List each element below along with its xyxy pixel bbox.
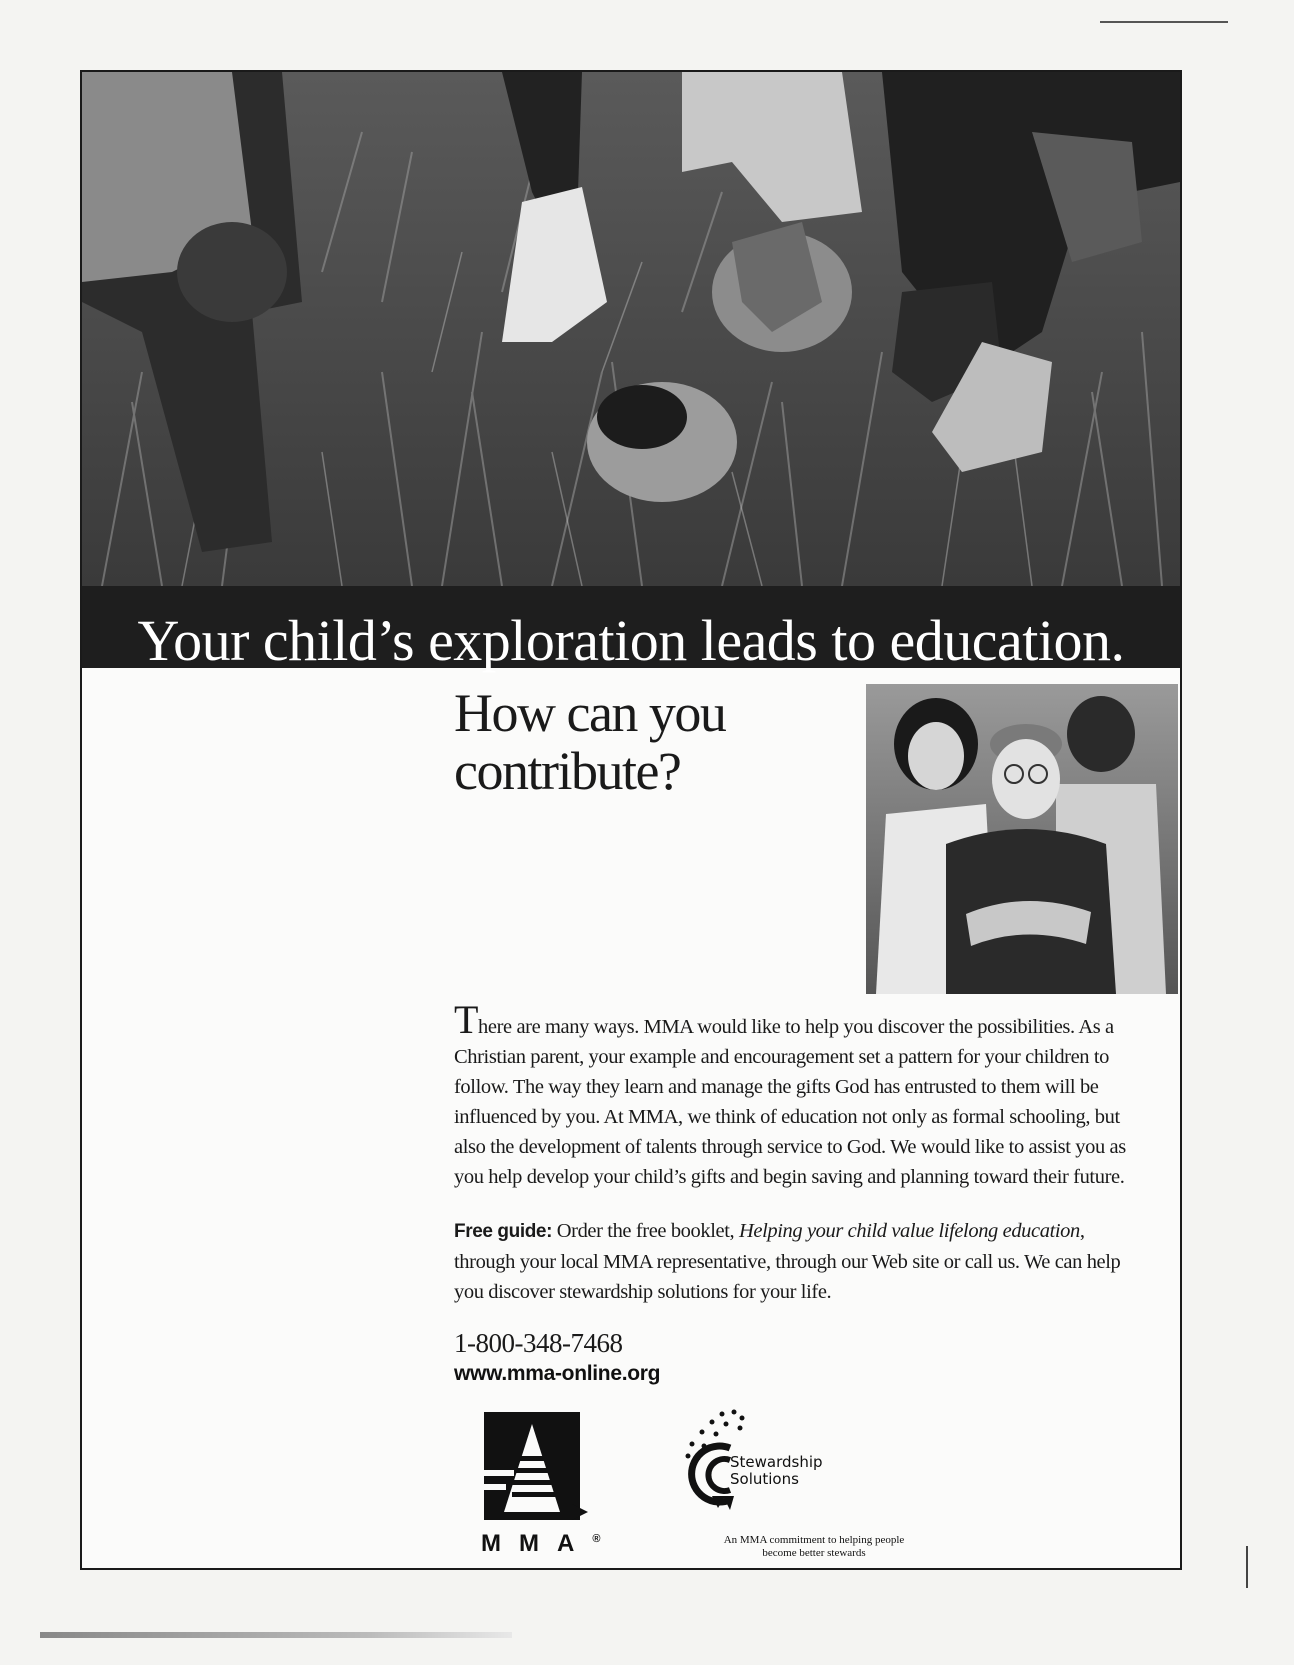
free-guide-label: Free guide: [454, 1221, 553, 1242]
body-text: here are many ways. MMA would like to help you discover the possibilities. As a Christian parent, your example and encouragement set a pattern for your children to follow. The way they learn and manage the gifts God has entrusted to them will be influenced by you. At MMA, we think of education not only as formal schooling, but also the development of talents through service to God. We would like to assist you as you help develop your child’s gifts and begin saving and planning toward their future. [454, 1016, 1126, 1188]
advertisement [80, 70, 1182, 1570]
phone-number[interactable]: 1-800-348-7468 [454, 1328, 623, 1358]
stewardship-tagline: An MMA commitment to helping people become better stewards [723, 1534, 905, 1559]
three-children-photo [866, 684, 1178, 994]
kids-photo [866, 684, 1178, 994]
body-paragraph [454, 997, 1144, 1192]
subhead [454, 684, 834, 800]
hero-photo [82, 72, 1180, 586]
stewardship-solutions-name: Stewardship Solutions [730, 1453, 823, 1488]
headline: Your child’s exploration leads to education. [137, 608, 1125, 673]
subhead-line-1: How can you [454, 683, 726, 743]
free-guide-text-after: , through your local MMA representative, through our Web site or call us. We can help you discover stewardship solutions for your life. [454, 1220, 1121, 1303]
booklet-title: Helping your child value lifelong education [738, 1220, 1080, 1242]
grass-turtle-photo [82, 72, 1180, 586]
right-edge-mark [1246, 1546, 1248, 1588]
website-link[interactable]: www.mma-online.org [454, 1362, 661, 1385]
subhead-line-2: contribute? [454, 741, 681, 801]
free-guide-text-before: Order the free booklet, [552, 1220, 739, 1242]
mma-wordmark: MMA® [481, 1530, 601, 1557]
drop-cap: T [454, 997, 479, 1042]
bottom-edge-rule [40, 1632, 512, 1638]
free-guide-paragraph [454, 1216, 1144, 1307]
top-edge-rule [1100, 21, 1228, 23]
